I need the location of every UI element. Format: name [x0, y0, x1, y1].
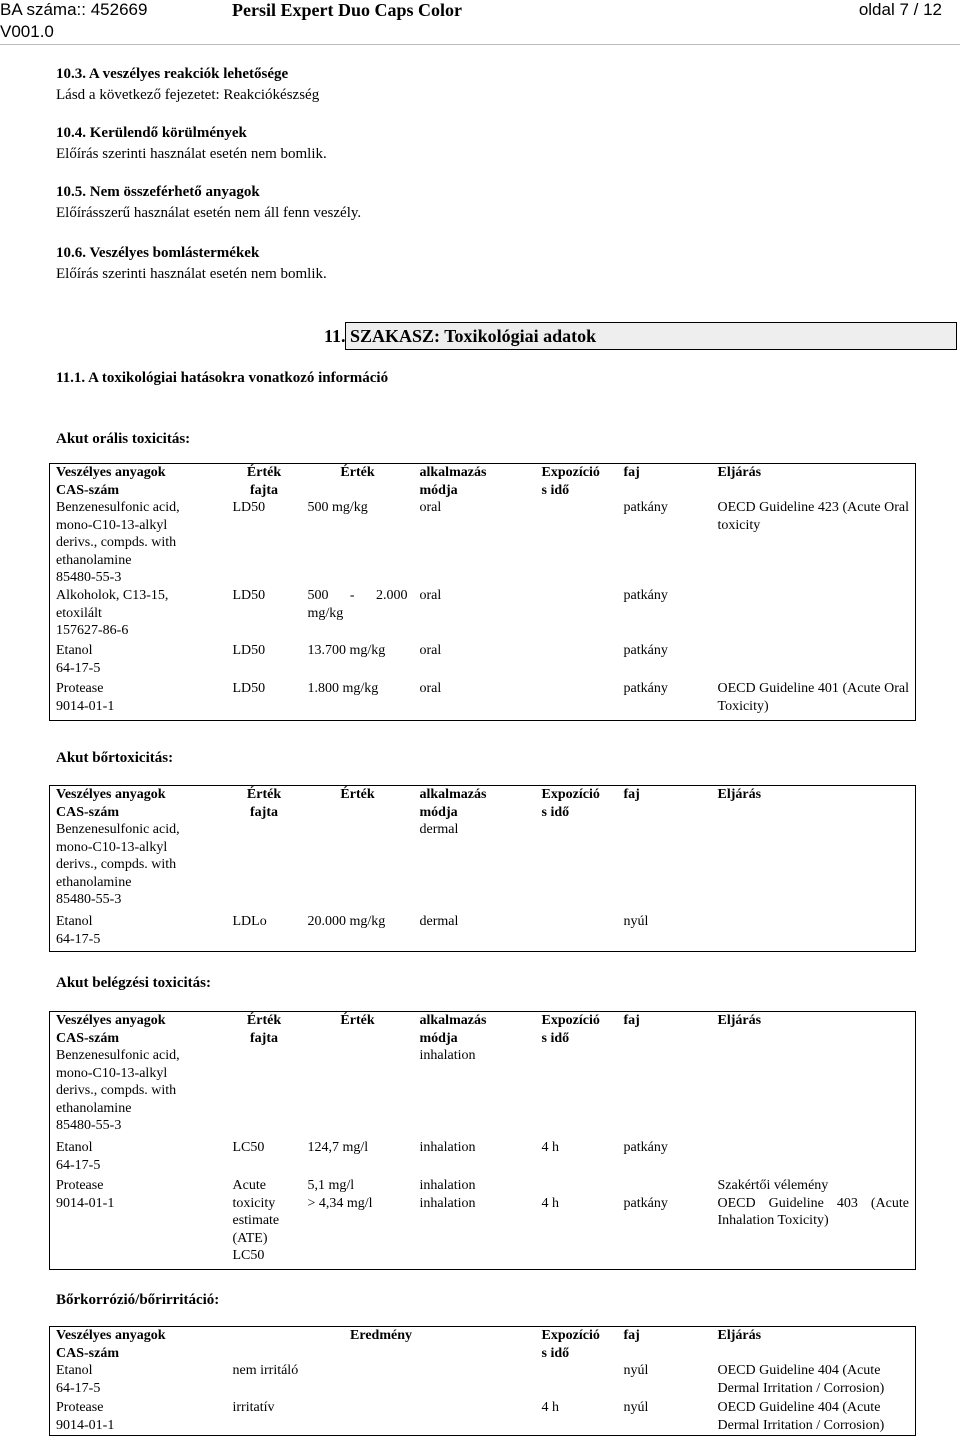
document-version: V001.0 — [0, 22, 54, 41]
table-row: Benzenesulfonic acid, mono-C10-13-alkyl derivs., compds. with ethanolamine 85480-55-3 inhalation — [56, 1048, 476, 1133]
table-header-row: Veszélyes anyagok CAS-szám Érték fajta Érték alkalmazás módja Expozíció s idő faj Eljárás — [56, 1013, 762, 1046]
table-row: Benzenesulfonic acid, mono-C10-13-alkyl derivs., compds. with ethanolamine 85480-55-3 LD50 500 mg/kg oral patkány OECD Guideline 423 (Acute Oral toxicity — [56, 500, 909, 585]
inhalation-toxicity-table — [49, 1011, 916, 1270]
section-10-5-title: 10.5. Nem összeférhető anyagok — [56, 184, 260, 200]
table-header-row: Veszélyes anyagok CAS-szám Eredmény Expozíció s idő faj Eljárás — [56, 1328, 762, 1361]
page-indicator: oldal 7 / 12 — [858, 0, 942, 19]
product-title: Persil Expert Duo Caps Color — [232, 0, 462, 20]
skin-corrosion-table — [49, 1326, 916, 1436]
section-10-4-text: Előírás szerinti használat esetén nem bomlik. — [56, 146, 327, 162]
table-row: Etanol 64-17-5 LD50 13.700 mg/kg oral patkány — [56, 643, 668, 676]
header-divider — [0, 44, 960, 45]
inhalation-toxicity-title: Akut belégzési toxicitás: — [56, 975, 211, 991]
table-row: Benzenesulfonic acid, mono-C10-13-alkyl derivs., compds. with ethanolamine 85480-55-3 dermal — [56, 822, 459, 907]
substance-header: Veszélyes anyagok — [56, 465, 166, 480]
oral-toxicity-title: Akut orális toxicitás: — [56, 431, 191, 447]
table-row: Etanol 64-17-5 nem irritáló nyúl OECD Guideline 404 (Acute Dermal Irritation / Corrosion) — [56, 1363, 885, 1396]
section-10-4-title: 10.4. Kerülendő körülmények — [56, 125, 247, 141]
section-11-title: 11. SZAKASZ: Toxikológiai adatok — [324, 326, 597, 346]
section-11-1-title: 11.1. A toxikológiai hatásokra vonatkozó információ — [56, 370, 389, 386]
document-number: BA száma:: 452669 — [0, 0, 148, 19]
section-10-5-text: Előírásszerű használat esetén nem áll fenn veszély. — [56, 205, 362, 221]
skin-corrosion-title: Bőrkorrózió/bőrirritáció: — [56, 1292, 220, 1308]
table-row: Etanol 64-17-5 LC50 124,7 mg/l inhalation 4 h patkány — [56, 1140, 668, 1173]
table-header-row: Veszélyes anyagok CAS-szám Érték fajta Érték alkalmazás módja Expozíció s idő faj Eljárás — [56, 787, 762, 820]
section-10-6-text: Előírás szerinti használat esetén nem bomlik. — [56, 266, 327, 282]
section-10-6-title: 10.6. Veszélyes bomlástermékek — [56, 245, 260, 261]
oral-toxicity-table — [49, 463, 916, 721]
cas-header: CAS-szám — [56, 482, 119, 498]
table-row: Alkoholok, C13-15, etoxilált 157627-86-6 LD50 500 - 2.000 mg/kg oral patkány — [56, 588, 668, 638]
dermal-toxicity-title: Akut bőrtoxicitás: — [56, 750, 174, 766]
table-row: Etanol 64-17-5 LDLo 20.000 mg/kg dermal nyúl — [56, 914, 649, 947]
dermal-toxicity-table — [49, 785, 916, 952]
section-10-3-title: 10.3. A veszélyes reakciók lehetősége — [56, 66, 289, 82]
table-row: Protease 9014-01-1 Acute toxicity estimate (ATE) LC50 5,1 mg/l > 4,34 mg/l inhalation inhalation 4 h patkány Szakértői vélemény OECD Guideline 403 (Acute Inhalation Toxicity) — [56, 1178, 909, 1263]
table-row: Protease 9014-01-1 irritatív 4 h nyúl OECD Guideline 404 (Acute Dermal Irritation / Corrosion) — [56, 1400, 885, 1433]
table-header-row: Veszélyes anyagok CAS-szám Érték fajta Érték alkalmazás módja Expozíció s idő faj Eljárás — [56, 465, 762, 498]
table-row: Protease 9014-01-1 LD50 1.800 mg/kg oral patkány OECD Guideline 401 (Acute Oral Toxicity) — [56, 681, 909, 714]
section-10-3-text: Lásd a következő fejezetet: Reakciókészség — [56, 87, 320, 103]
